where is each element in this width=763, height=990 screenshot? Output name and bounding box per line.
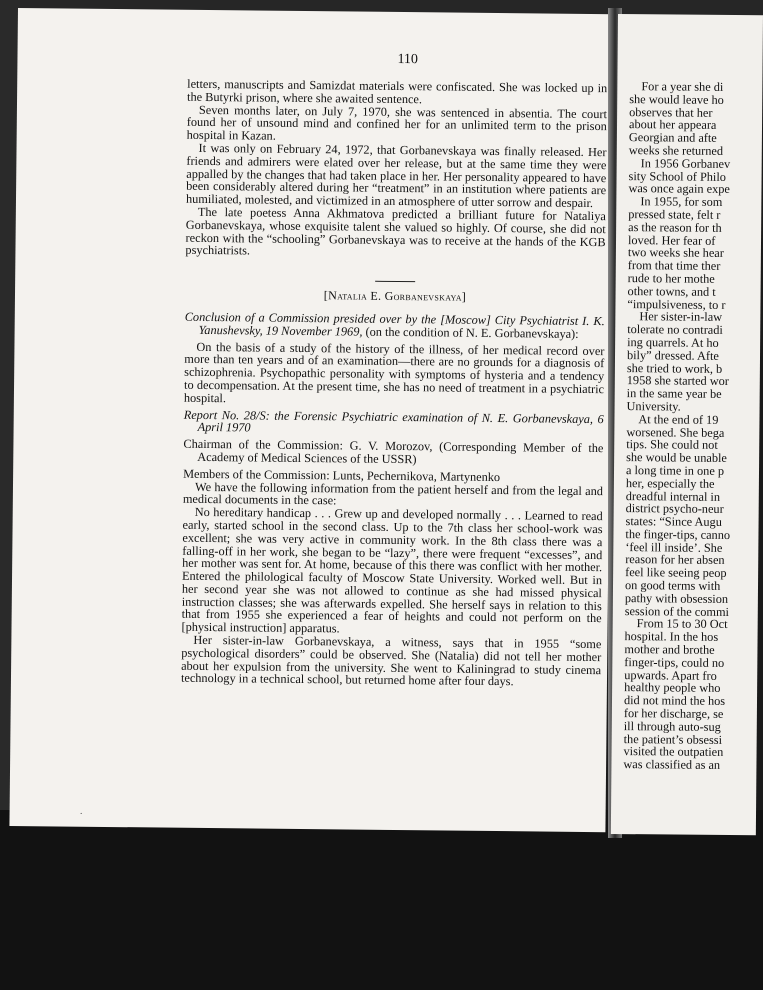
right-page-line: tolerate no contradi (627, 322, 723, 338)
right-page-line: feel like seeing peop (625, 565, 727, 581)
page-number: 110 (397, 51, 419, 68)
right-page-line: ‘feel ill inside’. She (625, 539, 723, 555)
right-page-line: two weeks she hear (627, 245, 724, 261)
right-page-line: rude to her mothe (627, 271, 715, 286)
right-page-line: Her sister-in-law (639, 309, 723, 325)
right-page-line: reason for her absen (625, 552, 725, 568)
right-page (611, 14, 763, 835)
left-text-column (181, 78, 607, 690)
right-page-line: about her appeara (628, 117, 717, 133)
right-page-line: on good terms with (624, 578, 721, 593)
right-page-line: ill through auto-sug (623, 718, 721, 734)
right-page-line: was once again expe (628, 181, 730, 197)
commission-conclusion-title (185, 311, 605, 341)
margin-mark: · (79, 808, 83, 820)
right-page-line: in the same year be (626, 386, 722, 402)
right-page-line: session of the commi (624, 603, 730, 619)
right-page-line: observes that her (629, 104, 713, 120)
paragraph: No hereditary handicap . . . Grew up and developed normally . . . Learned to read early, started school in the second class. Up to the 7th class her school-work was excellent; she was very active in community work. In the 8th class there was a falling-off in her work, she began to be “lazy”, there were frequent “excesses”, and her mother was sent for. At home, because of this there was conflict with her mother. Entered the philological faculty of Moscow State University. Worked well. But in her second year she was not allowed to continue as she had missed physical instruction classes; she was afterwards expelled. She herself says in relation to this that from 1955 she experienced a fear of heights and could not perform on the [physical instruction] apparatus. (181, 504, 603, 636)
right-page-line: the finger-tips, canno (625, 526, 731, 542)
commission-members: Members of the Commission: Lunts, Pechernikova, Martynenko (183, 466, 501, 484)
right-page-line: For a year she di (641, 79, 724, 94)
right-page-line: her, especially the (625, 475, 715, 491)
paragraph: Her sister-in-law Gorbanevskaya, a witness, says that in 1955 “some psychological disorders” could be observed. She (Natalia) did not tell her mother about her expulsion from the university. She went to Kaliningrad to study cinema technology in a technical school, but returned home after four days. (180, 632, 602, 689)
commission-chairman: Chairman of the Commission: G. V. Morozov, (Corresponding Member of the Academy of Medical Sciences of the USSR) (183, 436, 604, 467)
right-page-line: a long time in one p (625, 462, 725, 478)
right-page-line: she would leave ho (629, 91, 724, 107)
right-page-line: upwards. Apart fro (624, 667, 717, 683)
right-page-line: tips. She could not (626, 437, 718, 453)
paragraph: The late poetess Anna Akhmatova predicted a brilliant future for Nataliya Gorbanevskaya, whose exquisite talent she valued so highly. Of course, she did not reckon with the “schooling” Gorbanevskaya was to receive at the hands of the KGB psychiatrists. (185, 204, 606, 258)
paragraph: It was only on February 24, 1972, that Gorbanevskaya was finally released. Her friends and admirers were elated over her release, but at the same time they were appalled by the changes that had taken place in her. Her personality appeared to have been considerably altered during her “treatment” in an institution where patients are humiliated, molested, and victimized in an atmosphere of utter sorrow and despair. (185, 140, 607, 211)
right-page-line: dreadful internal in (625, 488, 721, 504)
right-page-line: hospital. In the hos (624, 629, 719, 645)
right-page-line: University. (626, 399, 681, 414)
right-page-line: healthy people who (624, 680, 721, 696)
right-page-line: states: “Since Augu (625, 514, 722, 530)
right-page-line: Georgian and afte (628, 130, 717, 146)
right-page-line: she tried to work, b (626, 360, 723, 376)
right-page-line: was classified as an (623, 757, 721, 773)
right-page-line: the patient’s obsessi (623, 731, 723, 747)
right-page-line: visited the outpatien (623, 744, 724, 760)
section-heading: [Natalia E. Gorbanevskaya] (323, 288, 467, 304)
paragraph: On the basis of a study of the history of the illness, of her medical record over more than ten years and of an examination—there are no grounds for a diagnosis of schizophrenia. Psychopathic personality with symptoms of hysteria and a tendency to decompensation. At the present time, she has no need of treatment in a psychiatric hospital. (183, 339, 605, 405)
left-page (9, 8, 614, 832)
right-page-line: from that time ther (627, 258, 721, 274)
right-page-line: for her discharge, se (623, 706, 724, 721)
paragraph: letters, manuscripts and Samizdat materials were confiscated. She was locked up in the Butyrki prison, where she awaited sentence. (187, 76, 608, 107)
conclusion-title-rest: (on the condition of N. E. Gorbanevskaya): (362, 324, 579, 341)
paragraph: We have the following information from the patient herself and from the legal and medical documents in the case: (182, 479, 604, 508)
right-page-line: finger-tips, could no (624, 654, 725, 670)
right-page-line: In 1955, for som (640, 194, 723, 210)
right-page-line: she would be unable (626, 450, 727, 466)
scan-bottom-edge (0, 810, 763, 990)
right-page-line: loved. Her fear of (627, 232, 716, 248)
right-page-line: did not mind the hos (623, 693, 726, 709)
right-page-line: as the reason for th (628, 219, 722, 235)
right-text-column (623, 80, 763, 773)
right-page-line: weeks she returned (628, 143, 724, 158)
right-page-line: At the end of 19 (638, 411, 719, 427)
right-page-line: other towns, and t (627, 283, 716, 299)
right-page-line: ing quarrels. At ho (627, 335, 719, 350)
right-page-line: district psycho-neur (625, 501, 724, 517)
right-page-line: In 1956 Gorbanev (640, 155, 731, 171)
right-page-line: “impulsiveness, to r (627, 296, 726, 312)
right-page-line: From 15 to 30 Oct (636, 616, 728, 632)
right-page-line: mother and brothe (624, 642, 715, 657)
paragraph: Seven months later, on July 7, 1970, she was sentenced in absentia. The court found her of unsound mind and confined her for an unlimited term to the prison hospital in Kazan. (186, 102, 607, 143)
right-page-line: pressed state, felt r (628, 207, 721, 222)
section-divider (375, 281, 415, 282)
report-title: Report No. 28/S: the Forensic Psychiatric examination of N. E. Gorbanevskaya, 6 April 1970 (183, 407, 604, 435)
right-page-line: sity School of Philo (628, 168, 727, 184)
right-page-line: 1958 she started wor (626, 373, 729, 389)
right-page-line: pathy with obsession (624, 590, 729, 606)
right-page-line: bily” dressed. Afte (626, 347, 719, 363)
right-page-line: worsened. She bega (626, 424, 725, 440)
conclusion-title-italic: Conclusion of a Commission presided over by the [Moscow] City Psychiatrist I. K. Yanushevsky, 19 November 1969, (184, 309, 605, 339)
